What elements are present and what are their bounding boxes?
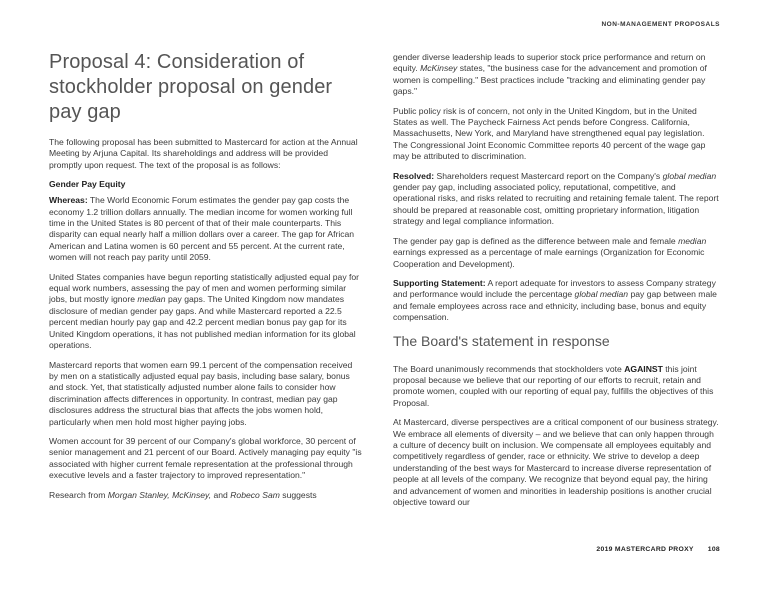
reporting-paragraph: United States companies have begun reporting statistically adjusted equal pay for equal work numbers, assessing the pay of men and women performing similar jobs, but mostly ignore median pay gaps. The United Kingdom now mandates disclosure of median gender pay gaps. And while Mastercard reported a 22.5 percent median hourly pay gap and 42.2 percent median bonus pay gap for its United Kingdom operations, it has not published median information for its global operations. — [49, 271, 360, 351]
intro-paragraph: The following proposal has been submitted to Mastercard for action at the Annual Meeting by Arjuna Capital. Its shareholdings and address will be provided promptly upon request. The text of the proposal is as follows: — [49, 137, 358, 170]
left-column — [49, 50, 362, 509]
proposal-title: Proposal 4: Consideration of stockholder proposal on gender pay gap — [49, 51, 333, 123]
gender-pay-equity-subhead: Gender Pay Equity — [49, 179, 126, 190]
footer-label: 2019 MASTERCARD PROXY — [596, 546, 694, 553]
page-number: 108 — [707, 546, 720, 553]
right-column — [393, 52, 719, 516]
board-recommendation-paragraph: The Board unanimously recommends that stockholders vote AGAINST this joint proposal because we believe that our reporting of our efforts to recruit, retain and promote women, coupled with our reporting of equal pay, fulfills the objectives of this Proposal. — [393, 363, 714, 408]
compensation-paragraph: Mastercard reports that women earn 99.1 percent of the compensation received by men on a statistically adjusted equal pay basis, including base salary, bonus and stock. Yet, that statistically adjusted number alone fails to consider how discrimination affects differences in opportunity. In contrast, median pay gap disclosures address the structural bias that affects the jobs women hold, particularly when men hold most higher paying jobs. — [49, 359, 353, 427]
page-footer — [596, 546, 720, 553]
workforce-paragraph: Women account for 39 percent of our Company's global workforce, 30 percent of senior management and 21 percent of our Board. Actively managing pay equity "is associated with higher current female representation at the professional through executive levels and a faster trajectory to improved representation." — [49, 435, 362, 481]
board-statement-heading: The Board's statement in response — [393, 332, 610, 349]
research-paragraph: Research from Morgan Stanley, McKinsey, and Robeco Sam suggests — [49, 489, 317, 500]
against-label: AGAINST — [624, 363, 663, 374]
whereas-label: Whereas: — [49, 195, 88, 206]
supporting-statement-paragraph: Supporting Statement: A report adequate for investors to assess Company strategy and performance would include the percentage global median pay gap between male and female employees across race and ethnicity, including base, bonus and equity compensation. — [393, 277, 717, 323]
resolved-paragraph: Resolved: Shareholders request Mastercard report on the Company's global median gender pay gap, including associated policy, reputational, competitive, and operational risks, and risks related to recruiting and retaining female talent. The report should be prepared at reasonable cost, omitting proprietary information, litigation strategy and legal compliance information. — [393, 170, 719, 227]
whereas-paragraph: Whereas: The World Economic Forum estimates the gender pay gap costs the economy 1.2 trillion dollars annually. The median income for women working full time in the United States is 80 percent of that of their male counterparts. This disparity can equal nearly half a million dollars over a career. The gap for African American and Latina women is 60 percent and 55 percent. At the current rate, women will not reach pay parity until 2059. — [49, 195, 355, 263]
leadership-paragraph: gender diverse leadership leads to superior stock price performance and return on equity. McKinsey states, "the business case for the advancement and promotion of women is compelling." Best practices include "tracking and eliminating gender pay gaps." — [393, 52, 707, 97]
policy-risk-paragraph: Public policy risk is of concern, not only in the United Kingdom, but in the United States as well. The Paycheck Fairness Act pends before Congress. California, Massachusetts, New York, and Maryland have strengthened equal pay legislation. The Congressional Joint Economic Committee reports 40 percent of the wage gap may be attributed to discrimination. — [393, 105, 706, 162]
diversity-paragraph: At Mastercard, diverse perspectives are a critical component of our business strategy. We embrace all elements of diversity – and we believe that can only happen through a culture of decency built on inclusion. We compensate all employees equitably and competitively regardless of gender, race or ethnicity. We strive to develop a deep understanding of the best ways for Mastercard to increase diverse representation of people at all levels of the company. We recognize that beyond equal pay, the hiring and advancement of women and minorities in leadership positions is another crucial objective toward our — [393, 417, 719, 507]
section-header: NON-MANAGEMENT PROPOSALS — [601, 21, 720, 28]
definition-paragraph: The gender pay gap is defined as the difference between male and female median earnings expressed as a percentage of male earnings (Organization for Economic Cooperation and Development). — [393, 235, 707, 269]
resolved-label: Resolved: — [393, 170, 435, 181]
supporting-statement-label: Supporting Statement: — [393, 277, 486, 288]
